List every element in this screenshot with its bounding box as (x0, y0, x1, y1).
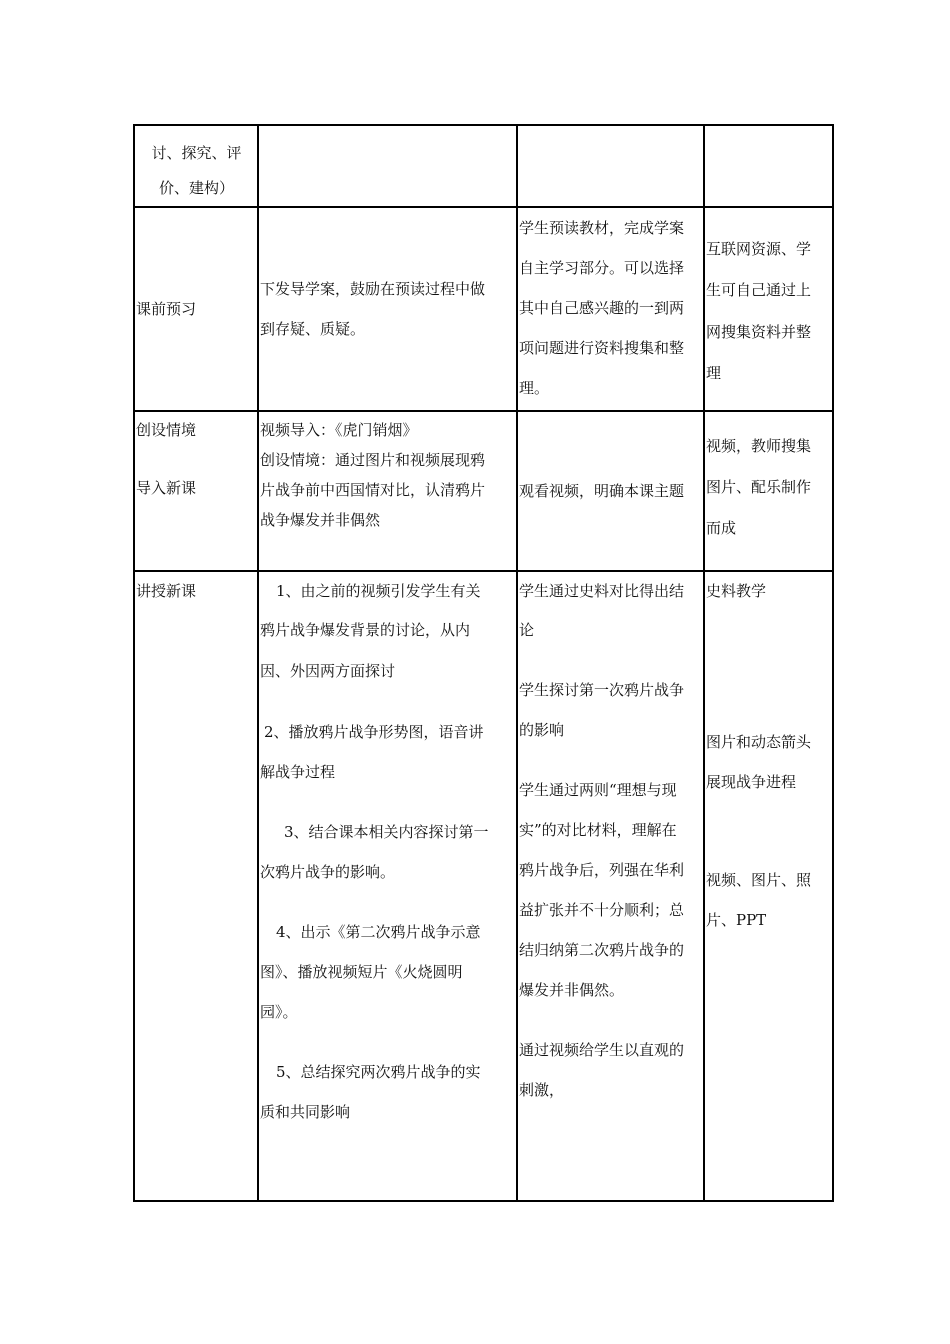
student-line: 学生通过史料对比得出结 (519, 582, 685, 600)
student-line: 其中自己感兴趣的一到两 (519, 299, 685, 317)
student-line: 论 (519, 621, 535, 639)
resource-line: 史料教学 (706, 582, 767, 600)
table-row (134, 125, 833, 207)
teacher-line: 5、总结探究两次鸦片战争的实 (276, 1063, 481, 1081)
teacher-line: 3、结合课本相关内容探讨第一 (284, 823, 489, 841)
stage-cell (134, 207, 258, 411)
student-line: 通过视频给学生以直观的 (519, 1041, 685, 1059)
resource-line: 生可自己通过上 (706, 281, 812, 299)
resources-cell (704, 571, 833, 1201)
student-line: 鸦片战争后，列强在华利 (519, 861, 685, 879)
teacher-line: 因、外因两方面探讨 (260, 662, 396, 680)
student-line: 观看视频，明确本课主题 (519, 482, 685, 500)
resource-line: 图片和动态箭头 (706, 733, 812, 751)
teacher-cell (258, 571, 517, 1201)
teacher-line: 质和共同影响 (260, 1103, 351, 1121)
student-line: 学生预读教材，完成学案 (519, 219, 685, 237)
student-line: 爆发并非偶然。 (519, 981, 625, 999)
teacher-line: 鸦片战争爆发背景的讨论，从内 (260, 621, 471, 639)
stage-cell (134, 125, 258, 207)
student-line: 自主学习部分。可以选择 (519, 259, 685, 277)
teacher-line: 解战争过程 (260, 763, 336, 781)
teacher-cell (258, 207, 517, 411)
teacher-cell (258, 125, 517, 207)
resource-line: 片、PPT (706, 911, 767, 929)
stage-cell (134, 571, 258, 1201)
student-cell (517, 411, 704, 571)
teacher-line: 2、播放鸦片战争形势图，语音讲 (264, 723, 484, 741)
stage-line: 讨、探究、评 (151, 144, 242, 162)
stage-line: 导入新课 (136, 479, 197, 497)
resource-line: 图片、配乐制作 (706, 478, 812, 496)
teacher-line: 创设情境：通过图片和视频展现鸦 (260, 451, 486, 469)
teacher-line: 到存疑、质疑。 (260, 320, 366, 338)
student-line: 的影响 (519, 721, 565, 739)
resource-line: 展现战争进程 (706, 773, 797, 791)
teacher-line: 1、由之前的视频引发学生有关 (276, 582, 481, 600)
student-line: 益扩张并不十分顺利；总 (519, 901, 685, 919)
teacher-line: 次鸦片战争的影响。 (260, 863, 396, 881)
teacher-line: 园》。 (260, 1003, 298, 1021)
student-line: 学生通过两则“理想与现 (519, 781, 677, 799)
student-line: 理。 (519, 379, 550, 397)
student-line: 项问题进行资料搜集和整 (519, 339, 685, 357)
table-row (134, 411, 833, 571)
student-cell (517, 207, 704, 411)
table-row (134, 571, 833, 1201)
stage-line: 课前预习 (136, 300, 197, 318)
teacher-line: 图》、播放视频短片《火烧圆明 (260, 963, 463, 981)
teacher-line: 下发导学案，鼓励在预读过程中做 (260, 280, 486, 298)
resource-line: 网搜集资料并整 (706, 323, 812, 341)
resource-line: 互联网资源、学 (706, 240, 812, 258)
student-cell (517, 125, 704, 207)
table-row (134, 207, 833, 411)
stage-line: 讲授新课 (136, 582, 197, 600)
teacher-line: 4、出示《第二次鸦片战争示意 (276, 923, 481, 941)
student-line: 刺激， (519, 1081, 565, 1099)
resource-line: 理 (706, 364, 722, 382)
student-line: 结归纳第二次鸦片战争的 (519, 941, 685, 959)
resources-cell (704, 411, 833, 571)
teacher-cell (258, 411, 517, 571)
resources-cell (704, 125, 833, 207)
resource-line: 视频，教师搜集 (706, 437, 812, 455)
resources-cell (704, 207, 833, 411)
stage-line: 创设情境 (136, 421, 197, 439)
resource-line: 视频、图片、照 (706, 871, 812, 889)
resource-line: 而成 (706, 519, 737, 537)
teacher-line: 战争爆发并非偶然 (260, 511, 381, 529)
student-line: 实”的对比材料，理解在 (519, 821, 677, 839)
teacher-line: 视频导入：《虎门销烟》 (260, 421, 418, 439)
stage-line: 价、建构） (158, 179, 234, 197)
student-cell (517, 571, 704, 1201)
lesson-plan-table (133, 124, 834, 1202)
student-line: 学生探讨第一次鸦片战争 (519, 681, 685, 699)
teacher-line: 片战争前中西国情对比，认清鸦片 (260, 481, 486, 499)
stage-cell (134, 411, 258, 571)
